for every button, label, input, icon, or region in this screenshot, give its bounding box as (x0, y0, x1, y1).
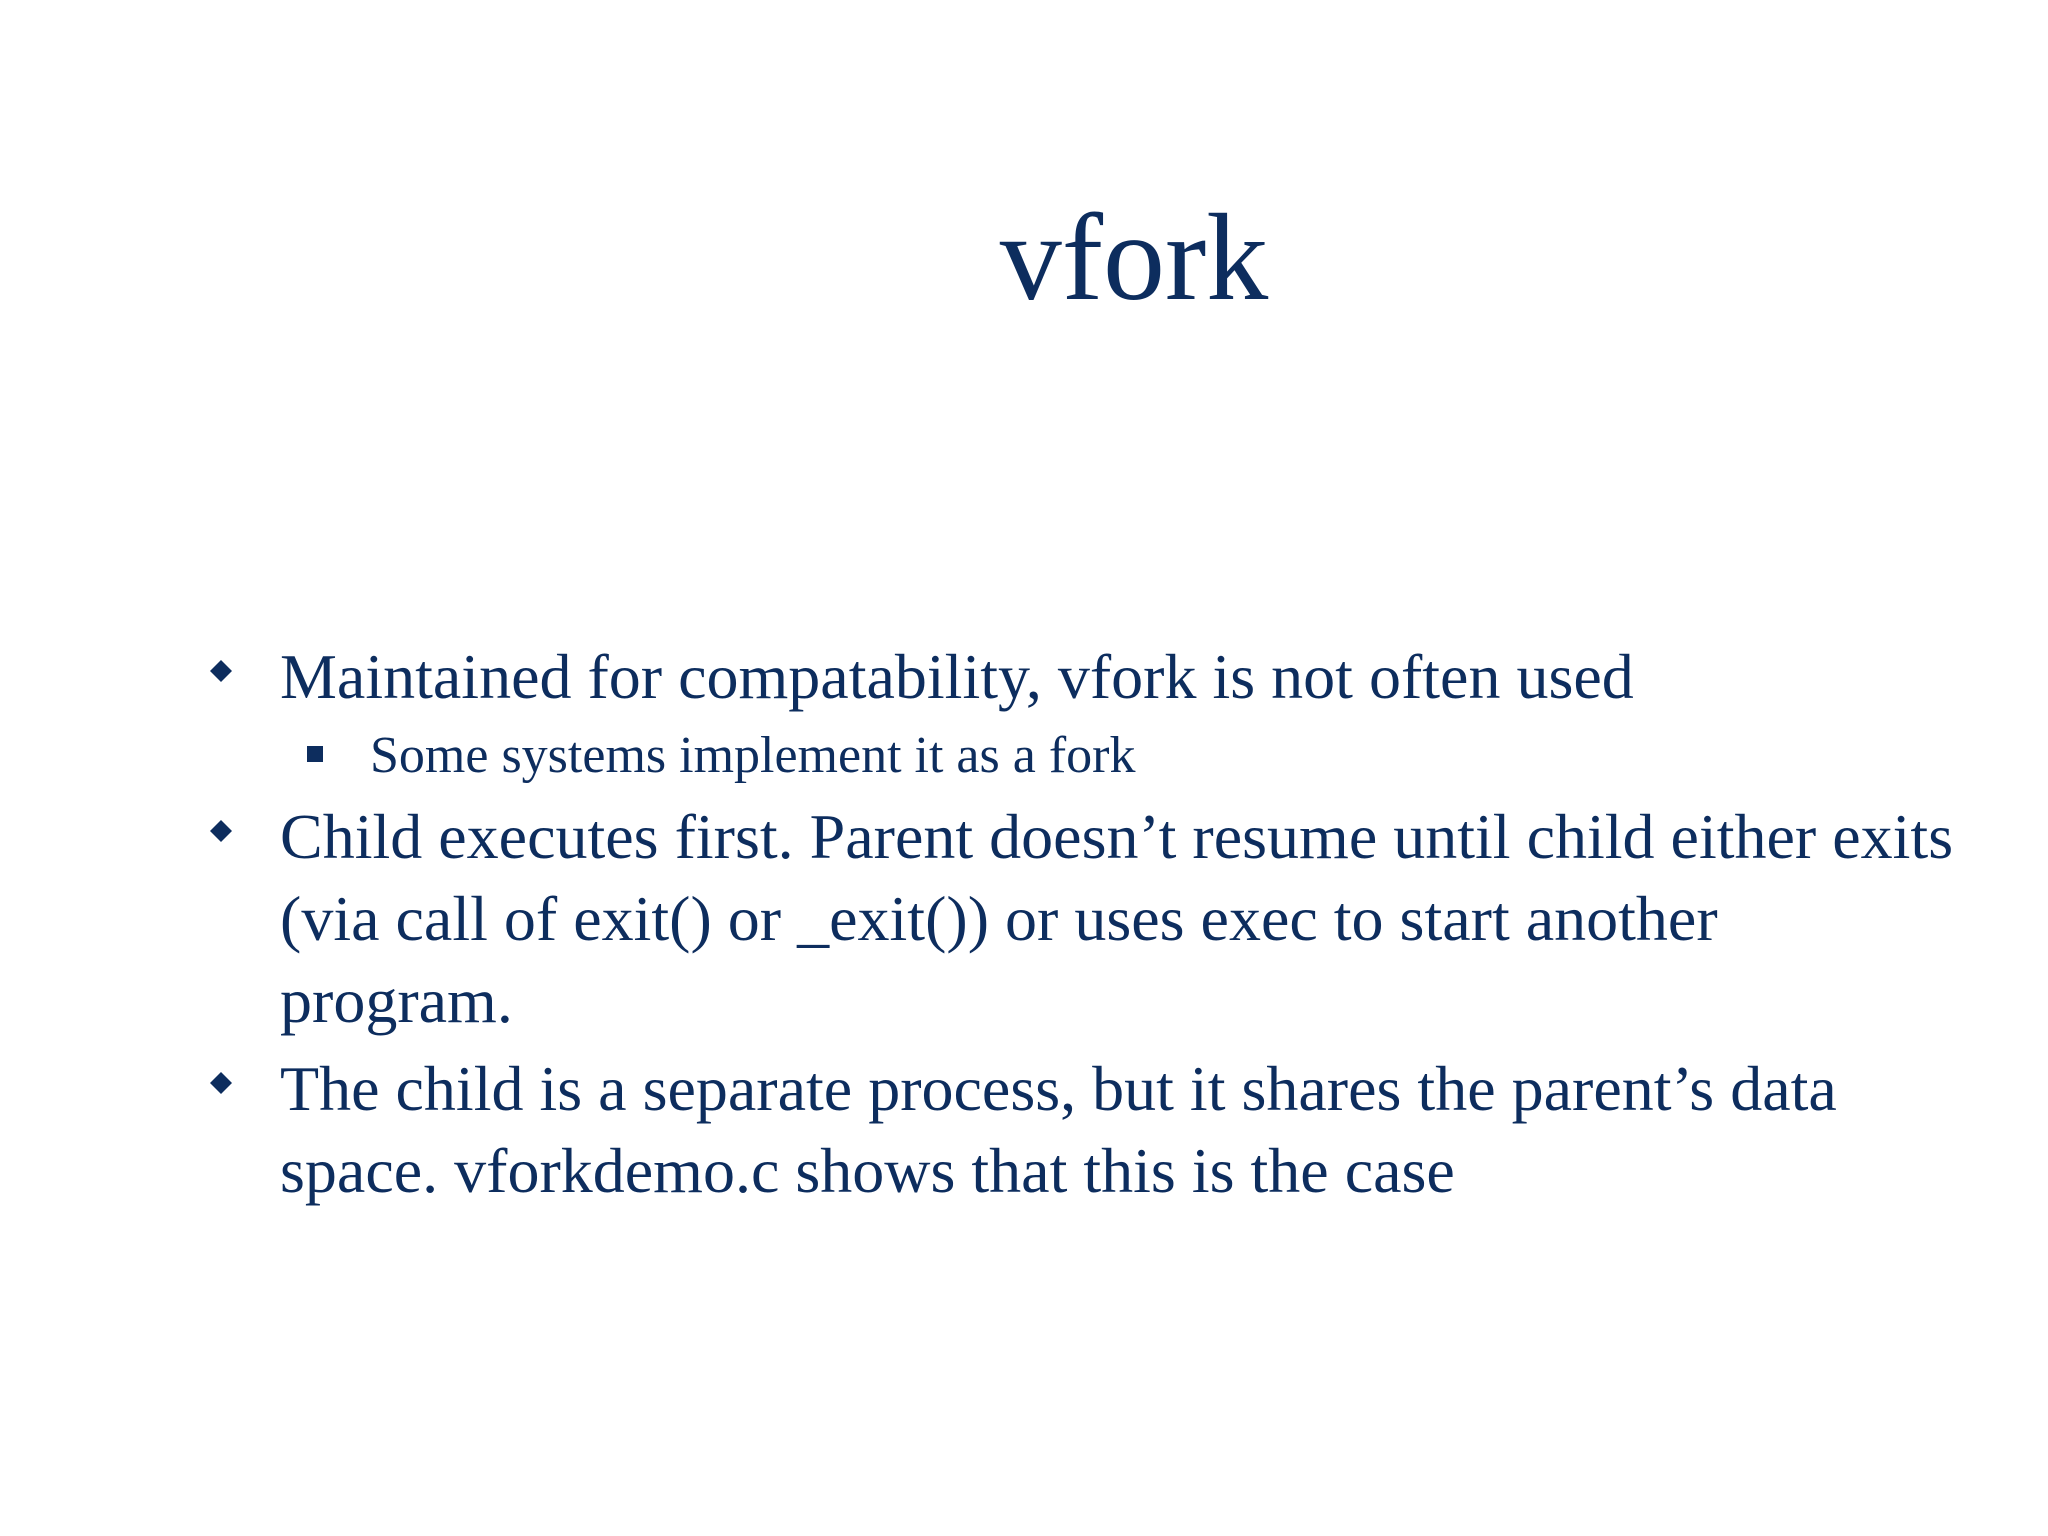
sub-bullet-text: Some systems implement it as a fork (370, 727, 1136, 784)
sub-bullet-item (200, 720, 1960, 792)
bullet-item (200, 636, 1960, 718)
slide-title: vfork (999, 189, 1269, 326)
bullet-item (200, 1048, 1960, 1212)
bullet-list (200, 636, 1960, 1212)
bullet-text: Maintained for compatability, vfork is not often used (280, 641, 1634, 712)
diamond-bullet-icon (210, 660, 232, 682)
diamond-bullet-icon (210, 820, 232, 842)
bullet-item (200, 796, 1960, 1042)
bullet-text: The child is a separate process, but it shares the parent’s data space. vforkdemo.c shows that this is the case (280, 1053, 1837, 1206)
bullet-text: Child executes first. Parent doesn’t resume until child either exits (via call of exit() or _exit()) or uses exec to start another program. (280, 801, 1954, 1036)
square-bullet-icon (307, 746, 323, 762)
diamond-bullet-icon (210, 1072, 232, 1094)
